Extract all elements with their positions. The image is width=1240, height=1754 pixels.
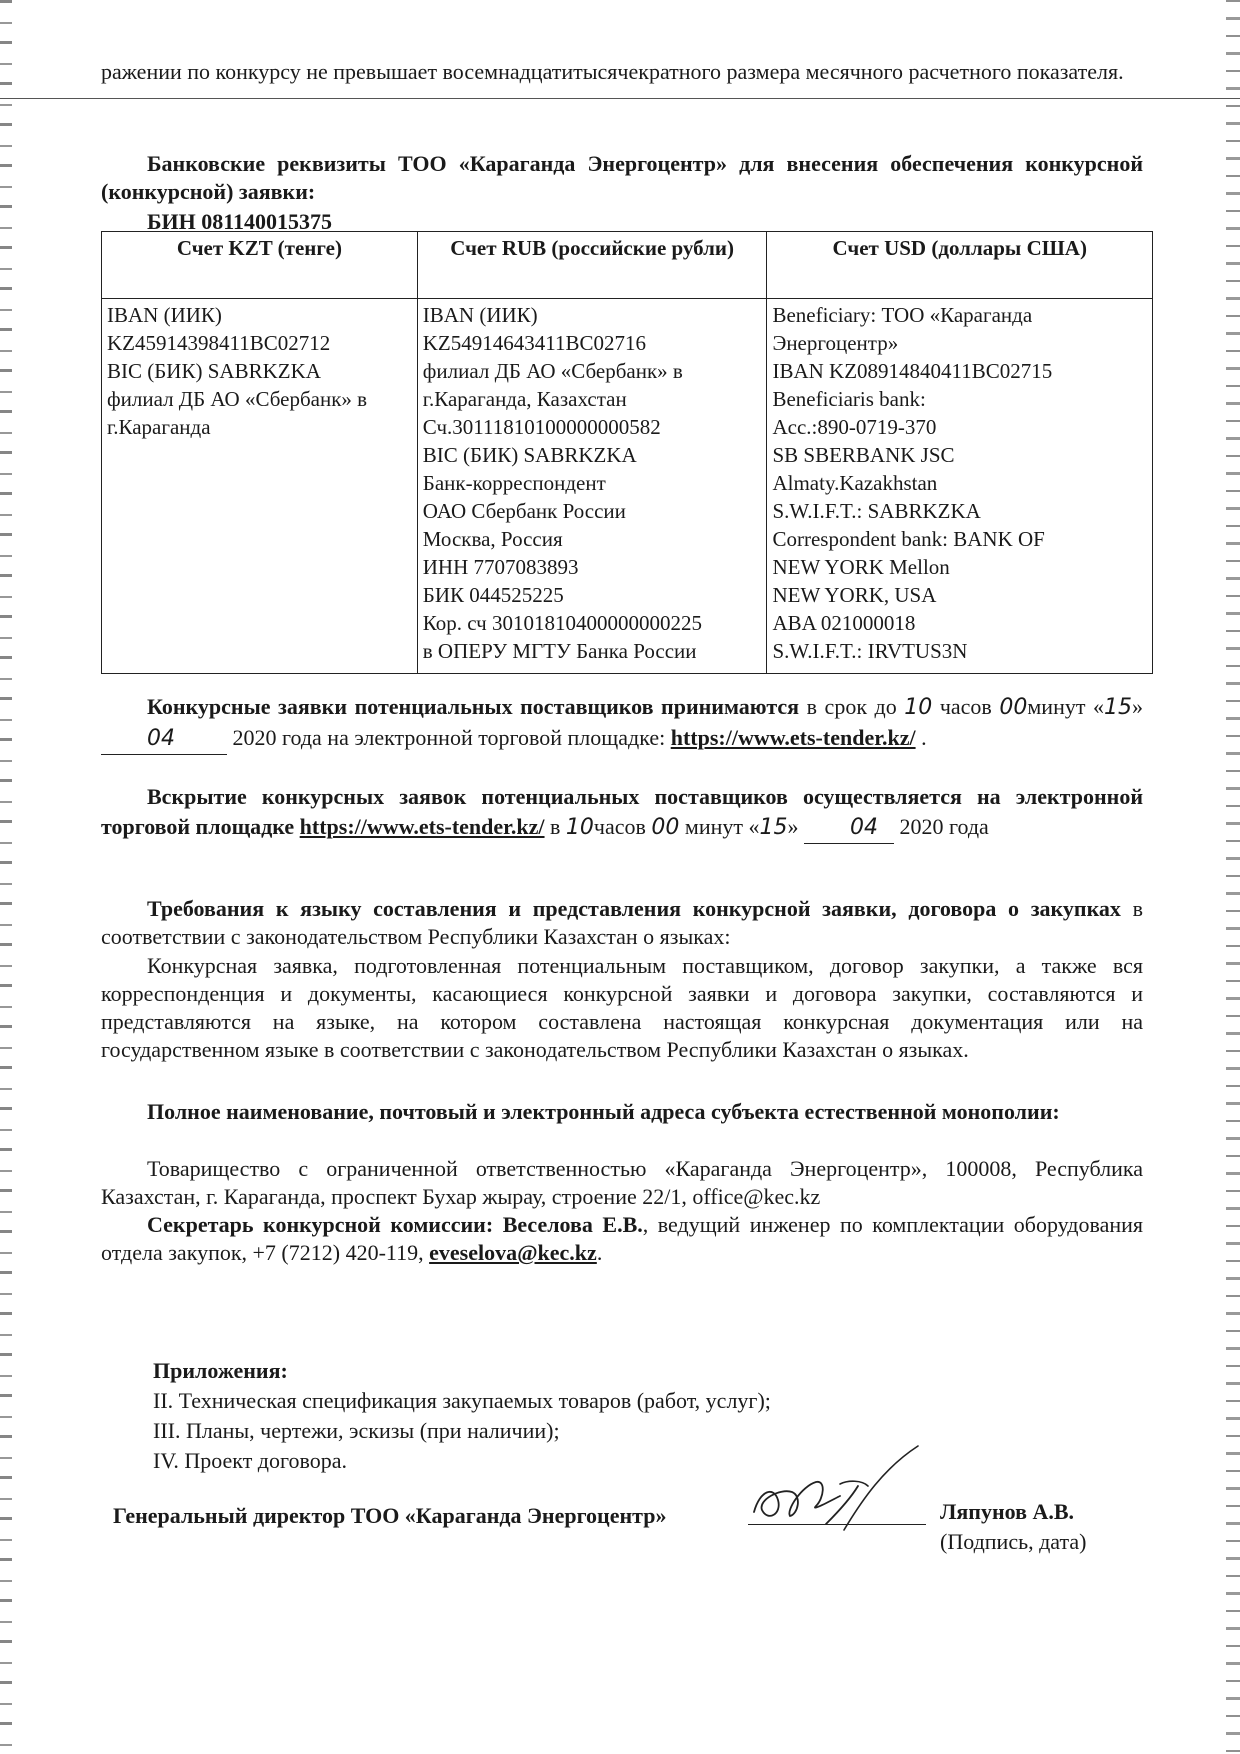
kzt-line: KZ45914398411BC02712 [107, 331, 331, 355]
kzt-account-cell [102, 299, 418, 674]
handwritten-hour: 10 [565, 815, 594, 840]
opening-text: минут « [684, 814, 760, 839]
appendix-item: II. Техническая спецификация закупаемых товаров (работ, услуг); [153, 1388, 771, 1413]
header-usd: Счет USD (доллары США) [767, 232, 1153, 299]
opening-lead: Вскрытие конкурсных заявок потенциальных поставщиков осуществляется на электронной торговой площадке [101, 784, 1143, 839]
handwritten-hour: 10 [904, 695, 933, 720]
usd-line: IBAN KZ08914840411BC02715 [772, 359, 1053, 383]
rub-line: ИНН 7707083893 [422, 555, 579, 579]
handwritten-month: 04 [147, 726, 175, 751]
ets-tender-link[interactable]: https://www.ets-tender.kz/ [299, 814, 545, 839]
language-body: Конкурсная заявка, подготовленная потенциальным поставщиком, договор закупки, а также вся корреспонденция и документы, касающиеся конкурсной заявки и договора закупки, составляются и представляются на языке, на котором составлена настоящая конкурсная документация или на государственном языке в соответствии с законодательством Республики Казахстан о языках. [101, 953, 1143, 1062]
rub-line: филиал ДБ АО «Сбербанк» в [422, 359, 683, 383]
bank-details-table [101, 231, 1153, 674]
kzt-line: филиал ДБ АО «Сбербанк» в [107, 387, 368, 411]
appendix-item: III. Планы, чертежи, эскизы (при наличии); [153, 1418, 560, 1443]
opening-text: в [544, 814, 566, 839]
scan-line [0, 98, 1240, 99]
rub-line: Москва, Россия [422, 527, 563, 551]
kzt-line: IBAN (ИИК) [107, 303, 222, 327]
usd-line: Almaty.Kazakhstan [772, 471, 938, 495]
submission-text: в срок до [799, 694, 905, 719]
rub-account-cell [417, 299, 767, 674]
kzt-line: BIC (БИК) SABRKZKA [107, 359, 321, 383]
appendix-title: Приложения: [153, 1358, 288, 1383]
rub-line: Сч.30111810100000000582 [422, 415, 661, 439]
usd-line: NEW YORK, USA [772, 583, 937, 607]
rub-line: KZ54914643411BC02716 [422, 331, 646, 355]
secretary-end: . [596, 1240, 603, 1265]
secretary-text: , ведущий инженер по комплектации оборудования отдела закупок, +7 (7212) 420-119, [101, 1212, 1143, 1265]
address-body: Товарищество с ограниченной ответственностью «Караганда Энергоцентр», 100008, Республика Казахстан, г. Караганда, проспект Бухар жырау, строение 22/1, office@kec.kz [101, 1156, 1143, 1209]
usd-line: S.W.I.F.T.: SABRKZKA [772, 499, 981, 523]
language-heading-rest: в соответствии с законодательством Республики Казахстан о языках: [101, 896, 1143, 949]
submission-lead: Конкурсные заявки потенциальных поставщиков принимаются [147, 694, 800, 719]
secretary-lead: Секретарь конкурсной комиссии: Веселова Е.В. [147, 1212, 643, 1237]
ets-tender-link[interactable]: https://www.ets-tender.kz/ [670, 725, 916, 750]
usd-line: Энергоцентр» [772, 331, 899, 355]
submission-text: часов [932, 694, 992, 719]
usd-line: Beneficiary: ТОО «Караганда [772, 303, 1033, 327]
opening-paragraph [101, 782, 1143, 844]
signature-caption: (Подпись, дата) [940, 1529, 1087, 1554]
usd-line: S.W.I.F.T.: IRVTUS3N [772, 639, 968, 663]
rub-line: IBAN (ИИК) [422, 303, 538, 327]
table-row [102, 299, 1153, 674]
handwritten-day: 15 [1104, 695, 1133, 720]
submission-text: . [915, 725, 927, 750]
director-title: Генеральный директор ТОО «Караганда Энергоцентр» [113, 1503, 667, 1528]
submission-text: минут « [1027, 694, 1105, 719]
secretary-email-link[interactable]: eveselova@kec.kz [429, 1240, 597, 1265]
usd-line: SB SBERBANK JSC [772, 443, 955, 467]
header-rub: Счет RUB (российские рубли) [417, 232, 767, 299]
opening-text: 2020 года [899, 814, 989, 839]
submission-paragraph [101, 692, 1143, 755]
submission-text: 2020 года на электронной торговой площадке: [232, 725, 671, 750]
header-kzt: Счет KZT (тенге) [102, 232, 418, 299]
bin-number: БИН 081140015375 [147, 209, 333, 234]
submission-text: » [1132, 694, 1144, 719]
kzt-line: г.Караганда [107, 415, 211, 439]
director-name: Ляпунов А.В. [940, 1499, 1075, 1524]
handwritten-month: 04 [850, 815, 878, 840]
intro-paragraph: ражении по конкурсу не превышает восемнадцатитысячекратного размера месячного расчетного показателя. [101, 59, 1124, 84]
handwritten-signature [740, 1440, 940, 1540]
address-heading: Полное наименование, почтовый и электронный адреса субъекта естественной монополии: [147, 1099, 1060, 1124]
opening-text: » [787, 814, 799, 839]
bank-heading: Банковские реквизиты ТОО «Караганда Энергоцентр» для внесения обеспечения конкурсной (конкурсной) заявки: [101, 151, 1143, 204]
opening-text: часов [593, 814, 646, 839]
usd-line: NEW YORK Mellon [772, 555, 950, 579]
rub-line: в ОПЕРУ МГТУ Банка России [422, 639, 697, 663]
handwritten-minute: 00 [999, 695, 1028, 720]
usd-line: Beneficiaris bank: [772, 387, 926, 411]
rub-line: Кор. сч 30101810400000000225 [422, 611, 702, 635]
table-header-row [102, 232, 1153, 299]
rub-line: BIC (БИК) SABRKZKA [422, 443, 637, 467]
rub-line: ОАО Сбербанк России [422, 499, 626, 523]
usd-line: Acc.:890-0719-370 [772, 415, 937, 439]
usd-account-cell [767, 299, 1153, 674]
appendix-section [153, 1356, 771, 1476]
scan-edge-right [1226, 0, 1240, 1754]
scan-edge-left [0, 0, 12, 1754]
usd-line: ABA 021000018 [772, 611, 916, 635]
usd-line: Correspondent bank: BANK OF [772, 527, 1045, 551]
secretary-paragraph [101, 1211, 1143, 1267]
handwritten-day: 15 [759, 815, 788, 840]
language-heading: Требования к языку составления и представления конкурсной заявки, договора о закупках [147, 896, 1121, 921]
appendix-item: IV. Проект договора. [153, 1448, 347, 1473]
rub-line: г.Караганда, Казахстан [422, 387, 627, 411]
language-paragraph [101, 895, 1143, 951]
handwritten-minute: 00 [651, 815, 680, 840]
rub-line: Банк-корреспондент [422, 471, 606, 495]
rub-line: БИК 044525225 [422, 583, 564, 607]
